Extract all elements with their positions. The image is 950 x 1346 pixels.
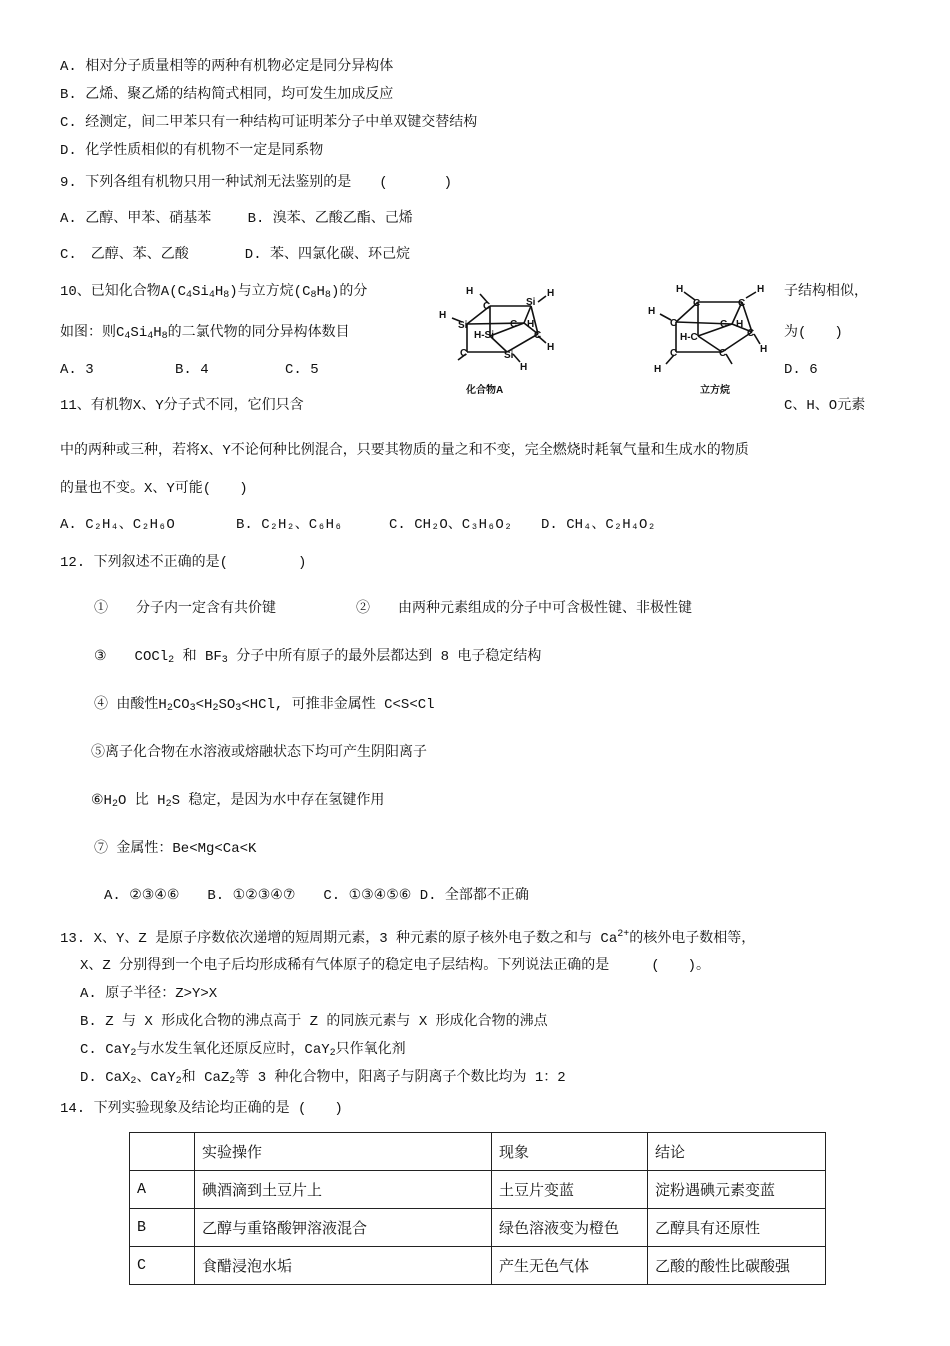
q9-stem: 9. 下列各组有机物只用一种试剂无法鉴别的是 ( ) [60, 175, 453, 191]
label-c: C [670, 318, 678, 329]
label-h: H [676, 284, 684, 295]
q12-item-3: ③ COCl$_2$ 和 $BF_3$ 分子中所有原子的最外层都达到 8 电子稳定结构 [94, 649, 542, 666]
label-h: H [547, 288, 555, 299]
q11-option-b: B. C₂H₂、C₆H₆ [236, 517, 343, 533]
label-h-si: H-Si [474, 330, 494, 341]
label-c: C [693, 298, 701, 309]
q12-item-6: $⑥H_2O$ 比 $H_2S$ 稳定，是因为水中存在氢键作用 [91, 793, 385, 810]
header-cell: 现象 [492, 1133, 648, 1171]
q10-line1: 10、已知化合物$A(C_4Si_4H_8)$与立方烷$(C_8H_8)$的分 [60, 284, 368, 301]
q10-option-d: D. 6 [784, 362, 818, 378]
table-cell: 产生无色气体 [492, 1247, 648, 1285]
label-h: H [439, 310, 447, 321]
q12-item-7: ⑦ 金属性：Be<Mg<Ca<K [94, 841, 257, 857]
q11-line3: 的量也不变。X、Y可能( ) [60, 481, 248, 497]
table-header-row [130, 1133, 826, 1171]
q10-line2: 如图：则$C_4Si_4H_8$的二氯代物的同分异构体数目 [60, 325, 350, 342]
table-cell: 食醋浸泡水垢 [195, 1247, 492, 1285]
table-cell: A [130, 1171, 195, 1209]
q11-line1-right: C、H、O元素 [784, 398, 866, 414]
q10-option-b: B. 4 [175, 362, 209, 378]
q12-item-5: ⑤离子化合物在水溶液或熔融状态下均可产生阴阳离子 [91, 745, 427, 761]
table-cell: 淀粉遇碘元素变蓝 [648, 1171, 826, 1209]
q12-item-1: ① 分子内一定含有共价键 [94, 601, 276, 617]
label-h: H [760, 344, 768, 355]
table-cell: 绿色溶液变为橙色 [492, 1209, 648, 1247]
q10-line1-right: 子结构相似， [784, 284, 868, 300]
label-c: C [738, 298, 746, 309]
q11-option-c: C. CH₂O、C₃H₆O₂ [389, 517, 513, 533]
label-c: C [510, 319, 518, 330]
table-row [130, 1247, 826, 1285]
table-cell: B [130, 1209, 195, 1247]
q11-line1: 11、有机物X、Y分子式不同，它们只含 [60, 398, 304, 414]
label-c: C [719, 348, 727, 359]
q10-option-a: A. 3 [60, 362, 94, 378]
table-cell: 乙酸的酸性比碳酸强 [648, 1247, 826, 1285]
q11-line2: 中的两种或三种，若将X、Y不论何种比例混合，只要其物质的量之和不变，完全燃烧时耗氧气量和生成水的物质 [60, 443, 749, 459]
header-cell: 结论 [648, 1133, 826, 1171]
table-cell: 土豆片变蓝 [492, 1171, 648, 1209]
table-row [130, 1171, 826, 1209]
label-c: C [747, 328, 755, 339]
label-c: C [720, 319, 728, 330]
label-c: C [670, 348, 678, 359]
label-h: H [648, 306, 656, 317]
table-cell: 乙醇与重铬酸钾溶液混合 [195, 1209, 492, 1247]
q8-option-d: D. 化学性质相似的有机物不一定是同系物 [60, 143, 324, 159]
q14-stem: 14. 下列实验现象及结论均正确的是 ( ) [60, 1101, 343, 1117]
q11-option-a: A. C₂H₄、C₂H₆O [60, 517, 175, 533]
q13-option-b: B. Z 与 X 形成化合物的沸点高于 Z 的同族元素与 X 形成化合物的沸点 [80, 1014, 548, 1030]
label-c: C [534, 330, 542, 341]
table-cell: 碘酒滴到土豆片上 [195, 1171, 492, 1209]
cubane-caption: 立方烷 [700, 385, 730, 396]
label-h: H [547, 342, 555, 353]
q8-option-a: A. 相对分子质量相等的两种有机物必定是同分异构体 [60, 59, 394, 75]
label-h: H [527, 319, 535, 330]
table-cell: C [130, 1247, 195, 1285]
q13-line2: X、Z 分别得到一个电子后均形成稀有气体原子的稳定电子层结构。下列说法正确的是 ( )。 [80, 958, 711, 974]
label-c: C [483, 301, 491, 312]
q13-line1: 13. X、Y、Z 是原子序数依次递增的短周期元素，3 种元素的原子核外电子数之和与 $Ca^{2+}$的核外电子数相等， [60, 929, 756, 947]
q13-option-c: C. CaY$_2$与水发生氧化还原反应时，CaY$_2$只作氧化剂 [80, 1042, 406, 1059]
q10-option-c: C. 5 [285, 362, 319, 378]
label-h: H [736, 319, 744, 330]
label-h: H [466, 286, 474, 297]
q9-options-cd: C. 乙醇、苯、乙酸 D. 苯、四氯化碳、环己烷 [60, 247, 411, 263]
q13-option-a: A. 原子半径：Z>Y>X [80, 986, 218, 1002]
q12-options: A. ②③④⑥ B. ①②③④⑦ C. ①③④⑤⑥ D. 全部都不正确 [104, 888, 529, 904]
label-h-c: H-C [680, 332, 698, 343]
q13-option-d: D. CaX$_2$、CaY$_2$和 CaZ$_2$等 3 种化合物中，阳离子与阴离子个数比均为 1：2 [80, 1070, 566, 1087]
label-h: H [654, 364, 662, 375]
label-h: H [520, 362, 528, 373]
label-c: C [460, 348, 468, 359]
header-cell: 实验操作 [195, 1133, 492, 1171]
compound-a-structure-figure [428, 280, 578, 398]
label-si: Si [504, 350, 514, 361]
table-cell: 乙醇具有还原性 [648, 1209, 826, 1247]
header-cell [130, 1133, 195, 1171]
q12-item-4: ④ 由酸性$H_2CO_3<H_2SO_3<HCl$, 可推非金属性 C<S<Cl [94, 697, 435, 714]
q8-option-c: C. 经测定，间二甲苯只有一种结构可证明苯分子中单双键交替结构 [60, 115, 478, 131]
label-si: Si [458, 320, 468, 331]
cubane-structure-figure [640, 280, 790, 398]
q9-options-ab: A. 乙醇、甲苯、硝基苯 B. 溴苯、乙酸乙酯、己烯 [60, 211, 413, 227]
q12-stem: 12. 下列叙述不正确的是( ) [60, 555, 307, 571]
label-h: H [757, 284, 765, 295]
label-si: Si [526, 297, 536, 308]
experiment-table [129, 1132, 826, 1285]
q8-option-b: B. 乙烯、聚乙烯的结构简式相同，均可发生加成反应 [60, 87, 394, 103]
compound-a-caption: 化合物A [466, 385, 504, 396]
q11-option-d: D. CH₄、C₂H₄O₂ [541, 517, 656, 533]
q10-line2-right: 为( ) [784, 325, 843, 341]
q12-item-2: ② 由两种元素组成的分子中可含极性键、非极性键 [356, 601, 692, 617]
table-row [130, 1209, 826, 1247]
